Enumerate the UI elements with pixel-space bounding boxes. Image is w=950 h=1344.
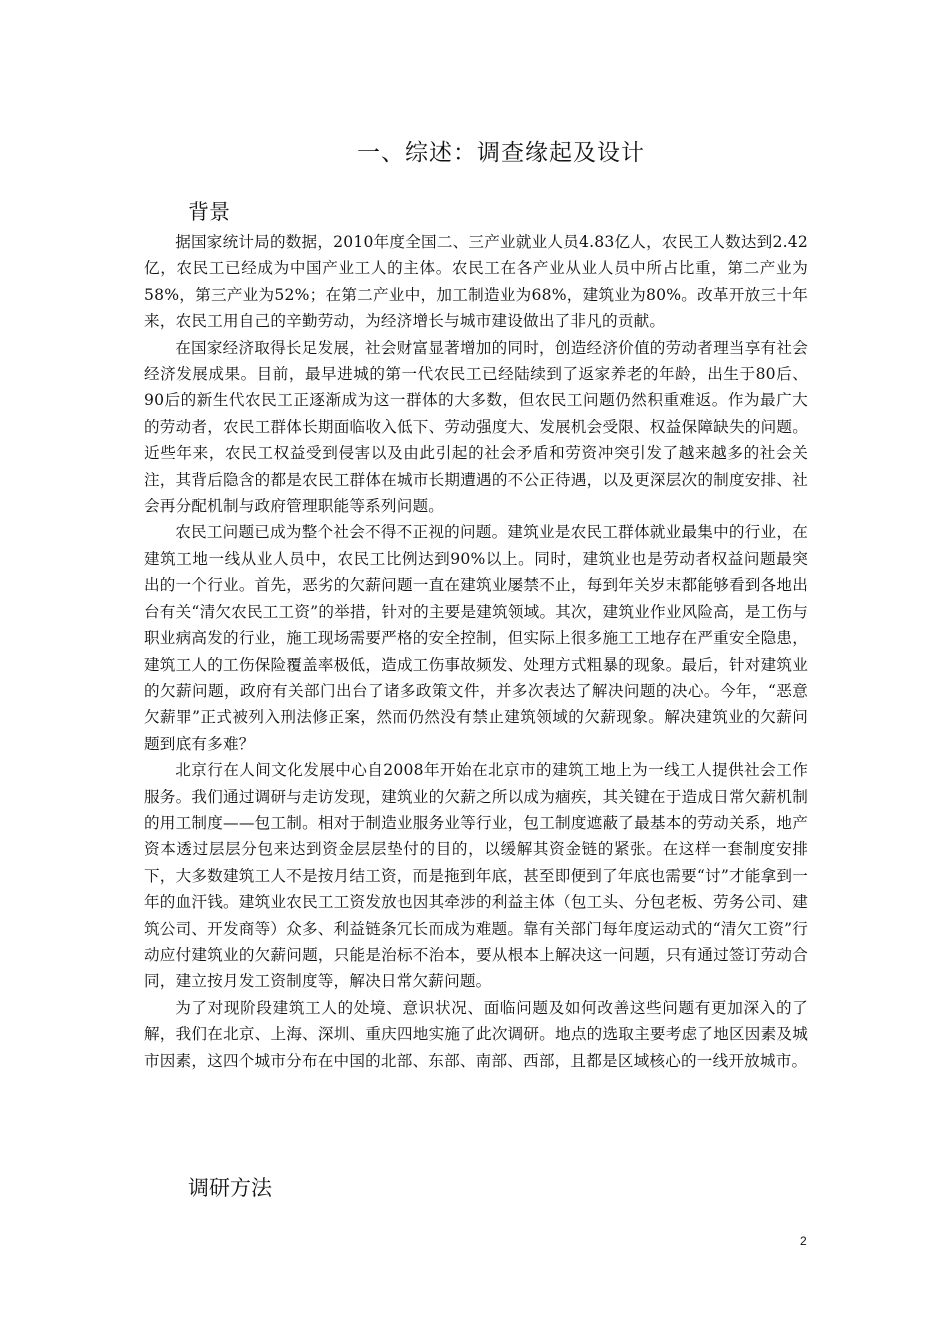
chapter-title: 一、综述：调查缘起及设计	[357, 140, 645, 166]
paragraph: 为了对现阶段建筑工人的处境、意识状况、面临问题及如何改善这些问题有更加深入的了解，我们在北京、上海、深圳、重庆四地实施了此次调研。地点的选取主要考虑了地区因素及城市因素，这四个城市分布在中国的北部、东部、南部、西部，且都是区域核心的一线开放城市。	[144, 998, 808, 1070]
paragraph: 北京行在人间文化发展中心自2008年开始在北京市的建筑工地上为一线工人提供社会工作服务。我们通过调研与走访发现，建筑业的欠薪之所以成为痼疾，其关键在于造成日常欠薪机制的用工制度——包工制。相对于制造业服务业等行业，包工制度遮蔽了最基本的劳动关系，地产资本透过层层分包来达到资金层层垫付的目的，以缓解其资金链的紧张。在这样一套制度安排下，大多数建筑工人不是按月结工资，而是拖到年底，甚至即便到了年底也需要“讨”才能拿到一年的血汗钱。建筑业农民工工资发放也因其牵涉的利益主体（包工头、分包老板、劳务公司、建筑公司、开发商等）众多、利益链条冗长而成为难题。靠有关部门每年度运动式的“清欠工资”行动应付建筑业的欠薪问题，只能是治标不治本，要从根本上解决这一问题，只有通过签订劳动合同，建立按月发工资制度等，解决日常欠薪问题。	[144, 761, 808, 991]
paragraph: 据国家统计局的数据，2010年度全国二、三产业就业人员4.83亿人，农民工人数达到2.42亿，农民工已经成为中国产业工人的主体。农民工在各产业从业人员中所占比重，第二产业为58%，第三产业为52%；在第二产业中，加工制造业为68%，建筑业为80%。改革开放三十年来，农民工用自己的辛勤劳动，为经济增长与城市建设做出了非凡的贡献。	[144, 233, 808, 331]
section-heading-background: 背景	[188, 200, 230, 224]
paragraph: 农民工问题已成为整个社会不得不正视的问题。建筑业是农民工群体就业最集中的行业，在建筑工地一线从业人员中，农民工比例达到90%以上。同时，建筑业也是劳动者权益问题最突出的一个行业。首先，恶劣的欠薪问题一直在建筑业屡禁不止，每到年关岁末都能够看到各地出台有关“清欠农民工工资”的举措，针对的主要是建筑领域。其次，建筑业作业风险高，是工伤与职业病高发的行业，施工现场需要严格的安全控制，但实际上很多施工工地存在严重安全隐患，建筑工人的工伤保险覆盖率极低，造成工伤事故频发、处理方式粗暴的现象。最后，针对建筑业的欠薪问题，政府有关部门出台了诸多政策文件，并多次表达了解决问题的决心。今年，“恶意欠薪罪”正式被列入刑法修正案，然而仍然没有禁止建筑领域的欠薪现象。解决建筑业的欠薪问题到底有多难？	[144, 523, 808, 753]
page-number: 2	[800, 1234, 807, 1248]
background-body	[144, 229, 808, 1074]
section-heading-research-method: 调研方法	[188, 1176, 272, 1200]
paragraph: 在国家经济取得长足发展，社会财富显著增加的同时，创造经济价值的劳动者理当享有社会经济发展成果。目前，最早进城的第一代农民工已经陆续到了返家养老的年龄，出生于80后、90后的新生代农民工正逐渐成为这一群体的大多数，但农民工问题仍然积重难返。作为最广大的劳动者，农民工群体长期面临收入低下、劳动强度大、发展机会受限、权益保障缺失的问题。近些年来，农民工权益受到侵害以及由此引起的社会矛盾和劳资冲突引发了越来越多的社会关注，其背后隐含的都是农民工群体在城市长期遭遇的不公正待遇，以及更深层次的制度安排、社会再分配机制与政府管理职能等系列问题。	[144, 338, 808, 516]
